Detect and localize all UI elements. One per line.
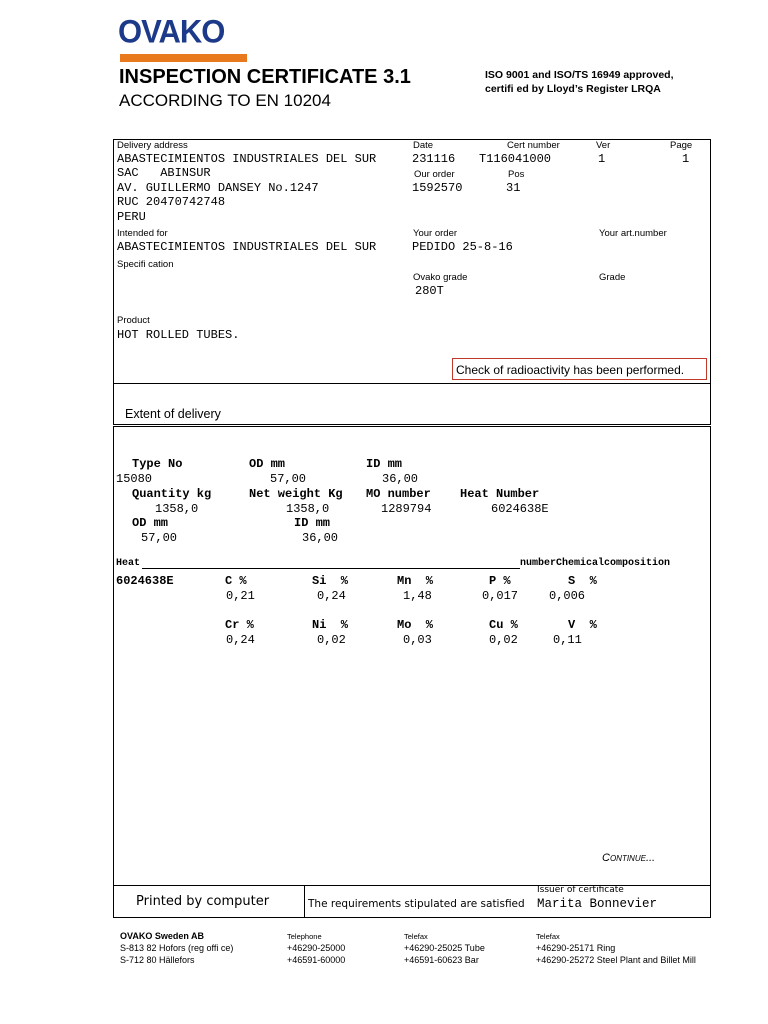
chem-underline	[142, 568, 520, 569]
iso-line-1: ISO 9001 and ISO/TS 16949 approved,	[485, 69, 674, 81]
address-line-1: ABASTECIMIENTOS INDUSTRIALES DEL SUR	[117, 152, 377, 166]
issuer-name: Marita Bonnevier	[537, 897, 658, 911]
company-addr-2: S-712 80 Hällefors	[120, 955, 195, 965]
chem-value-p: 0,017	[482, 589, 519, 603]
chem-value-mo: 0,03	[403, 633, 432, 647]
telephone-label: Telephone	[287, 932, 322, 941]
your-art-number-label: Your art.number	[599, 228, 667, 239]
telefax-label-2: Telefax	[536, 932, 560, 941]
address-line-3: AV. GUILLERMO DANSEY No.1247	[117, 181, 319, 195]
chem-label-si: Si %	[312, 574, 349, 588]
id2-label: ID mm	[294, 516, 331, 530]
issuer-label: Issuer of certificate	[537, 885, 624, 895]
page-label: Page	[670, 140, 693, 151]
chem-label-cu: Cu %	[489, 618, 518, 632]
header-divider	[113, 383, 711, 384]
net-weight-label: Net weight Kg	[249, 487, 343, 501]
telefax-2: +46591-60623 Bar	[404, 955, 479, 965]
id2-value: 36,00	[302, 531, 339, 545]
company-name: OVAKO Sweden AB	[120, 931, 205, 941]
logo-bar	[120, 54, 247, 62]
chem-value-c: 0,21	[226, 589, 255, 603]
chem-value-cr: 0,24	[226, 633, 255, 647]
product-label: Product	[117, 315, 150, 326]
chem-heat-prefix: Heat	[116, 558, 141, 569]
continue-label: Continue...	[602, 852, 656, 864]
telefax-label: Telefax	[404, 932, 428, 941]
od2-label: OD mm	[132, 516, 169, 530]
id-value: 36,00	[382, 472, 419, 486]
telefax-1: +46290-25025 Tube	[404, 943, 485, 953]
pos-value: 31	[506, 181, 521, 195]
type-no-label: Type No	[132, 457, 183, 471]
extent-label: Extent of delivery	[125, 407, 221, 421]
net-weight-value: 1358,0	[286, 502, 330, 516]
chem-heat-number: 6024638E	[116, 574, 174, 588]
ovako-logo	[118, 14, 250, 54]
quantity-label: Quantity kg	[132, 487, 212, 501]
chem-label-mo: Mo %	[397, 618, 434, 632]
your-order-value: PEDIDO 25-8-16	[412, 240, 513, 254]
chem-label-cr: Cr %	[225, 618, 254, 632]
ovako-grade-label: Ovako grade	[413, 272, 468, 283]
delivery-address-label: Delivery address	[117, 140, 188, 151]
our-order-value: 1592570	[412, 181, 463, 195]
od2-value: 57,00	[141, 531, 178, 545]
intended-for-label: Intended for	[117, 228, 168, 239]
telephone-2: +46591-60000	[287, 955, 346, 965]
heat-number-label: Heat Number	[460, 487, 540, 501]
mo-number-label: MO number	[366, 487, 431, 501]
page-value: 1	[682, 152, 690, 166]
printed-by-computer: Printed by computer	[136, 894, 270, 909]
date-label: Date	[413, 140, 434, 151]
chem-value-ni: 0,02	[317, 633, 346, 647]
iso-line-2: certifi ed by Lloyd’s Register LRQA	[485, 83, 661, 95]
product-value: HOT ROLLED TUBES.	[117, 328, 240, 342]
address-line-4: RUC 20470742748	[117, 195, 226, 209]
type-no-value: 15080	[116, 472, 153, 486]
chem-value-mn: 1,48	[403, 589, 432, 603]
quantity-value: 1358,0	[155, 502, 199, 516]
address-line-5: PERU	[117, 210, 146, 224]
your-order-label: Your order	[413, 228, 458, 239]
chem-label-c: C %	[225, 574, 247, 588]
document-title: INSPECTION CERTIFICATE 3.1	[119, 66, 411, 88]
chem-value-v: 0,11	[553, 633, 582, 647]
pos-label: Pos	[508, 169, 525, 180]
telephone-1: +46290-25000	[287, 943, 346, 953]
chem-label-ni: Ni %	[312, 618, 349, 632]
telefax-3: +46290-25171 Ring	[536, 943, 616, 953]
chem-label-p: P %	[489, 574, 511, 588]
document-subtitle: ACCORDING TO EN 10204	[119, 91, 331, 110]
id-label: ID mm	[366, 457, 403, 471]
specification-label: Specifi cation	[117, 259, 174, 270]
chem-value-si: 0,24	[317, 589, 346, 603]
date-value: 231116	[412, 152, 456, 166]
requirements-text: The requirements stipulated are satisfied	[308, 898, 525, 910]
heat-number-value: 6024638E	[491, 502, 549, 516]
chem-value-s: 0,006	[549, 589, 586, 603]
od-label: OD mm	[249, 457, 286, 471]
cert-number-label: Cert number	[507, 140, 560, 151]
radioactivity-text: Check of radioactivity has been performed.	[456, 363, 685, 377]
chem-value-cu: 0,02	[489, 633, 518, 647]
logo-text: OVAKO	[118, 13, 225, 50]
company-addr-1: S-813 82 Hofors (reg offi ce)	[120, 943, 234, 953]
intended-for-value: ABASTECIMIENTOS INDUSTRIALES DEL SUR	[117, 240, 377, 254]
ver-label: Ver	[596, 140, 611, 151]
grade-label: Grade	[599, 272, 626, 283]
od-value: 57,00	[270, 472, 307, 486]
telefax-4: +46290-25272 Steel Plant and Billet Mill	[536, 955, 696, 965]
address-line-2: SAC ABINSUR	[117, 166, 211, 180]
ver-value: 1	[598, 152, 606, 166]
mo-number-value: 1289794	[381, 502, 432, 516]
cert-number-value: T116041000	[479, 152, 552, 166]
chem-label-s: S %	[568, 574, 597, 588]
chem-label-v: V %	[568, 618, 597, 632]
ovako-grade-value: 280T	[415, 284, 444, 298]
chem-heat-suffix: numberChemicalcomposition	[520, 558, 671, 569]
our-order-label: Our order	[414, 169, 455, 180]
chem-label-mn: Mn %	[397, 574, 434, 588]
footer-divider	[304, 885, 305, 918]
radioactivity-notice	[452, 358, 707, 380]
